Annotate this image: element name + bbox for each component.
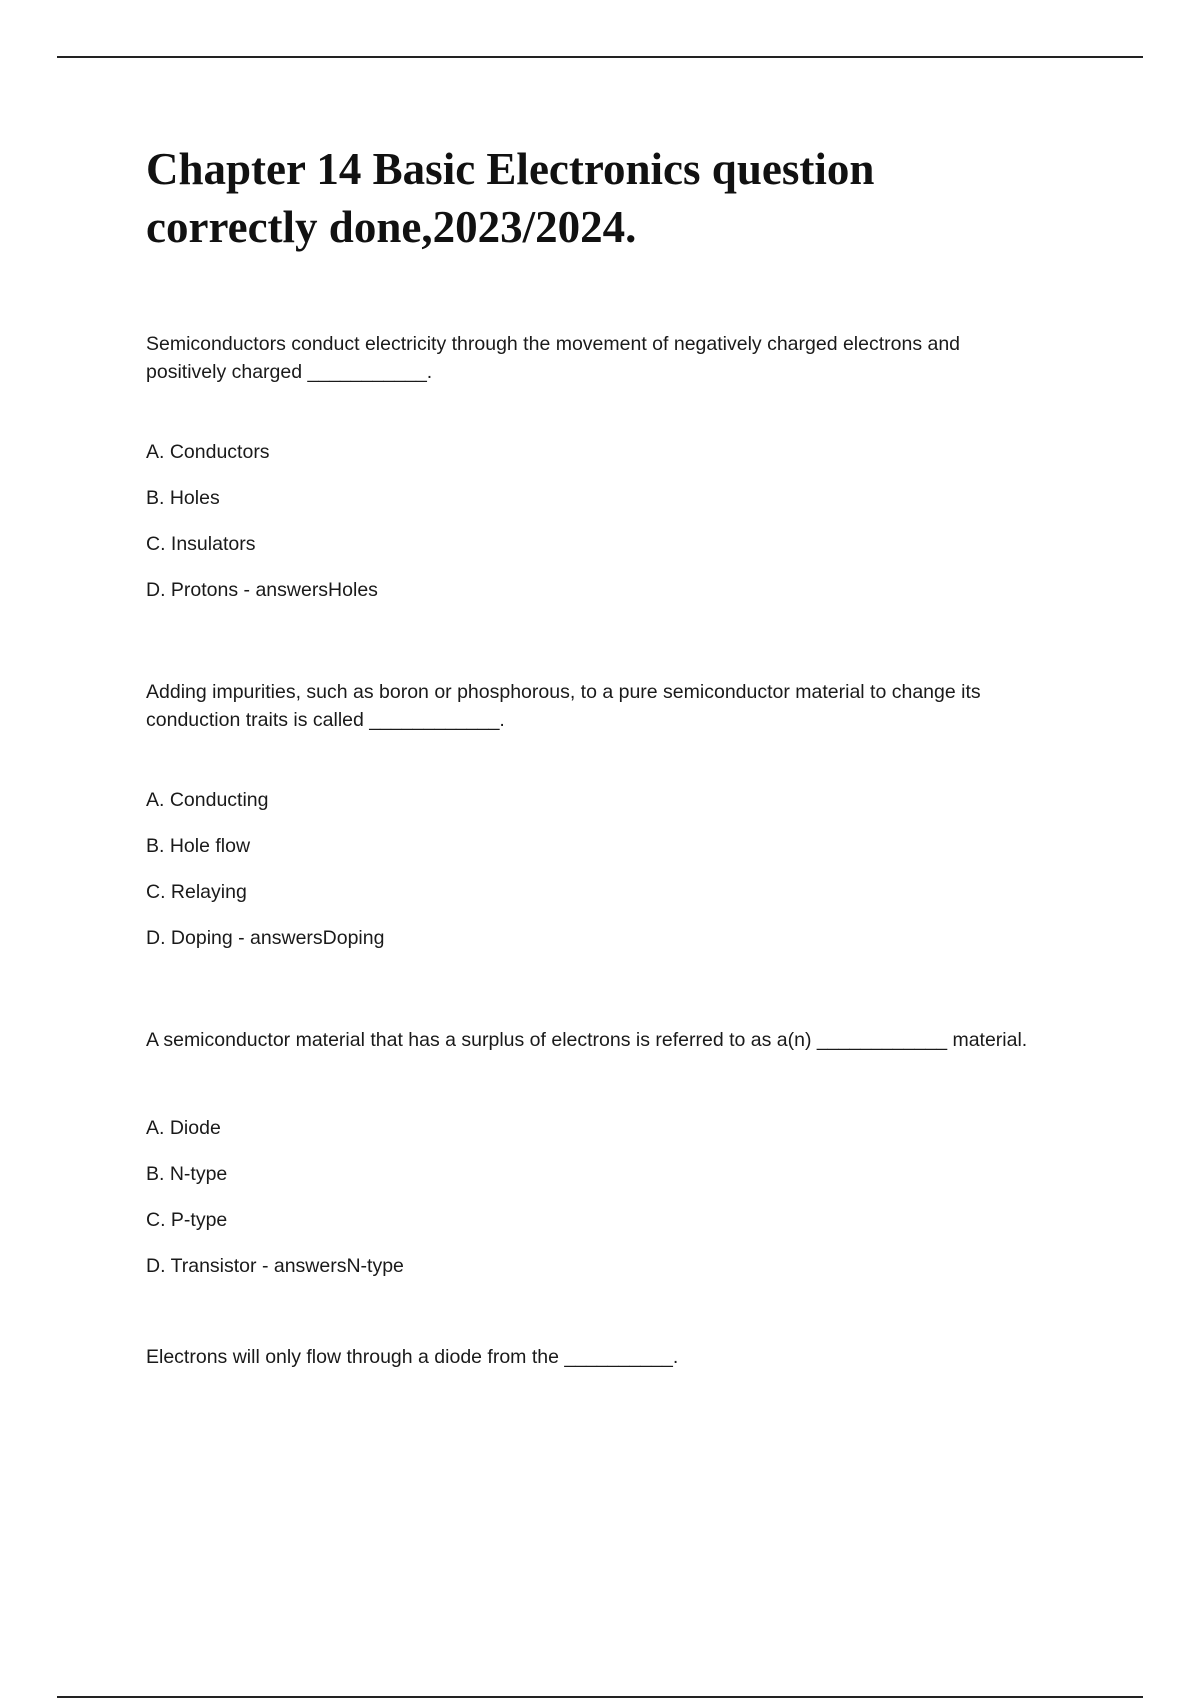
question-3-option-b: B. N-type [146, 1163, 228, 1185]
question-1-options [146, 438, 1096, 604]
question-2-options [146, 786, 1096, 952]
question-2-text-line-2: conduction traits is called ____________. [146, 709, 505, 731]
question-3-option-c: C. P-type [146, 1209, 228, 1231]
question-1 [146, 330, 1096, 604]
question-2-option-d: D. Doping - answersDoping [146, 927, 385, 949]
question-4 [146, 1343, 1096, 1371]
question-3-text-line-1: A semiconductor material that has a surplus of electrons is referred to as a(n) ____________ material. [146, 1029, 1028, 1051]
question-2-option-c: C. Relaying [146, 881, 247, 903]
question-3-options [146, 1114, 1096, 1280]
question-4-text [146, 1343, 1096, 1371]
document-title [146, 140, 1096, 256]
question-1-text-line-1: Semiconductors conduct electricity through the movement of negatively charged electrons and [146, 333, 961, 355]
document-page [146, 140, 1096, 1368]
question-3-text [146, 1026, 1096, 1054]
title-line-2: correctly done,2023/2024. [146, 202, 637, 252]
question-2 [146, 678, 1096, 952]
question-2-option-b: B. Hole flow [146, 835, 251, 857]
bottom-divider [57, 1696, 1143, 1698]
question-2-text [146, 678, 1096, 734]
question-1-option-b: B. Holes [146, 487, 220, 509]
question-2-text-line-1: Adding impurities, such as boron or phosphorous, to a pure semiconductor material to change its [146, 681, 981, 703]
question-1-option-c: C. Insulators [146, 533, 256, 555]
question-1-text [146, 330, 1096, 386]
top-divider [57, 56, 1143, 58]
question-1-text-line-2: positively charged ___________. [146, 361, 433, 383]
question-4-text-line-1: Electrons will only flow through a diode from the __________. [146, 1346, 679, 1368]
title-line-1: Chapter 14 Basic Electronics question [146, 144, 875, 194]
question-3 [146, 1026, 1096, 1280]
question-3-option-a: A. Diode [146, 1117, 221, 1139]
question-2-option-a: A. Conducting [146, 789, 269, 811]
question-1-option-a: A. Conductors [146, 441, 270, 463]
question-1-option-d: D. Protons - answersHoles [146, 579, 378, 601]
question-3-option-d: D. Transistor - answersN-type [146, 1255, 404, 1277]
